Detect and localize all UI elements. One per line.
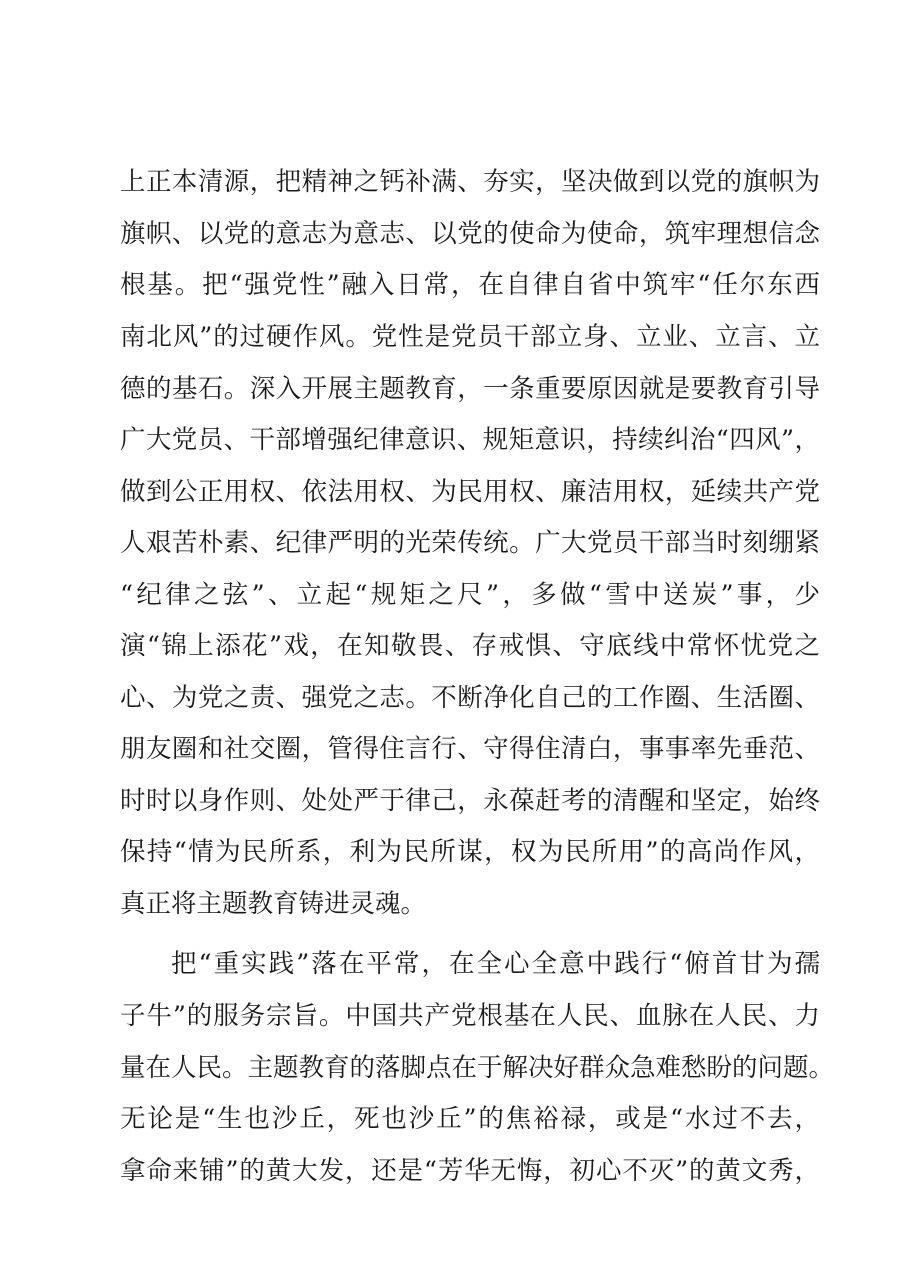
text-line: 朋友圈和社交圈，管得住言行、守得住清白，事事率先垂范、 [120,734,820,764]
text-line: 根基。把“强党性”融入日常，在自律自省中筑牢“任尔东西 [120,270,820,300]
text-line: 德的基石。深入开展主题教育，一条重要原因就是要教育引导 [120,374,820,404]
text-line: 真正将主题教育铸进灵魂。 [120,889,427,919]
text-line: 拿命来铺”的黄大发，还是“芳华无悔，初心不灭”的黄文秀， [120,1156,820,1186]
text-line: 南北风”的过硬作风。党性是党员干部立身、立业、立言、立 [120,322,820,352]
text-line: 量在人民。主题教育的落脚点在于解决好群众急难愁盼的问题。 [120,1053,835,1083]
text-line: 旗帜、以党的意志为意志、以党的使命为使命，筑牢理想信念 [120,219,820,249]
text-line: “纪律之弦”、立起“规矩之尺”，多做“雪中送炭”事，少 [120,580,820,610]
text-line: 演“锦上添花”戏，在知敬畏、存戒惧、守底线中常怀忧党之 [120,631,820,661]
text-line: 上正本清源，把精神之钙补满、夯实，坚决做到以党的旗帜为 [120,167,820,197]
text-line: 把“重实践”落在平常，在全心全意中践行“俯首甘为孺 [171,949,820,979]
text-line: 保持“情为民所系，利为民所谋，权为民所用”的高尚作风， [120,837,820,867]
text-line: 人艰苦朴素、纪律严明的光荣传统。广大党员干部当时刻绷紧 [120,528,820,558]
text-line: 时时以身作则、处处严于律己，永葆赶考的清醒和坚定，始终 [120,786,820,816]
text-line: 广大党员、干部增强纪律意识、规矩意识，持续纠治“四风”， [120,425,820,455]
text-line: 心、为党之责、强党之志。不断净化自己的工作圈、生活圈、 [120,683,820,713]
text-line: 子牛”的服务宗旨。中国共产党根基在人民、血脉在人民、力 [120,1001,820,1031]
text-line: 无论是“生也沙丘，死也沙丘”的焦裕禄，或是“水过不去， [120,1104,820,1134]
text-line: 做到公正用权、依法用权、为民用权、廉洁用权，延续共产党 [120,477,820,507]
